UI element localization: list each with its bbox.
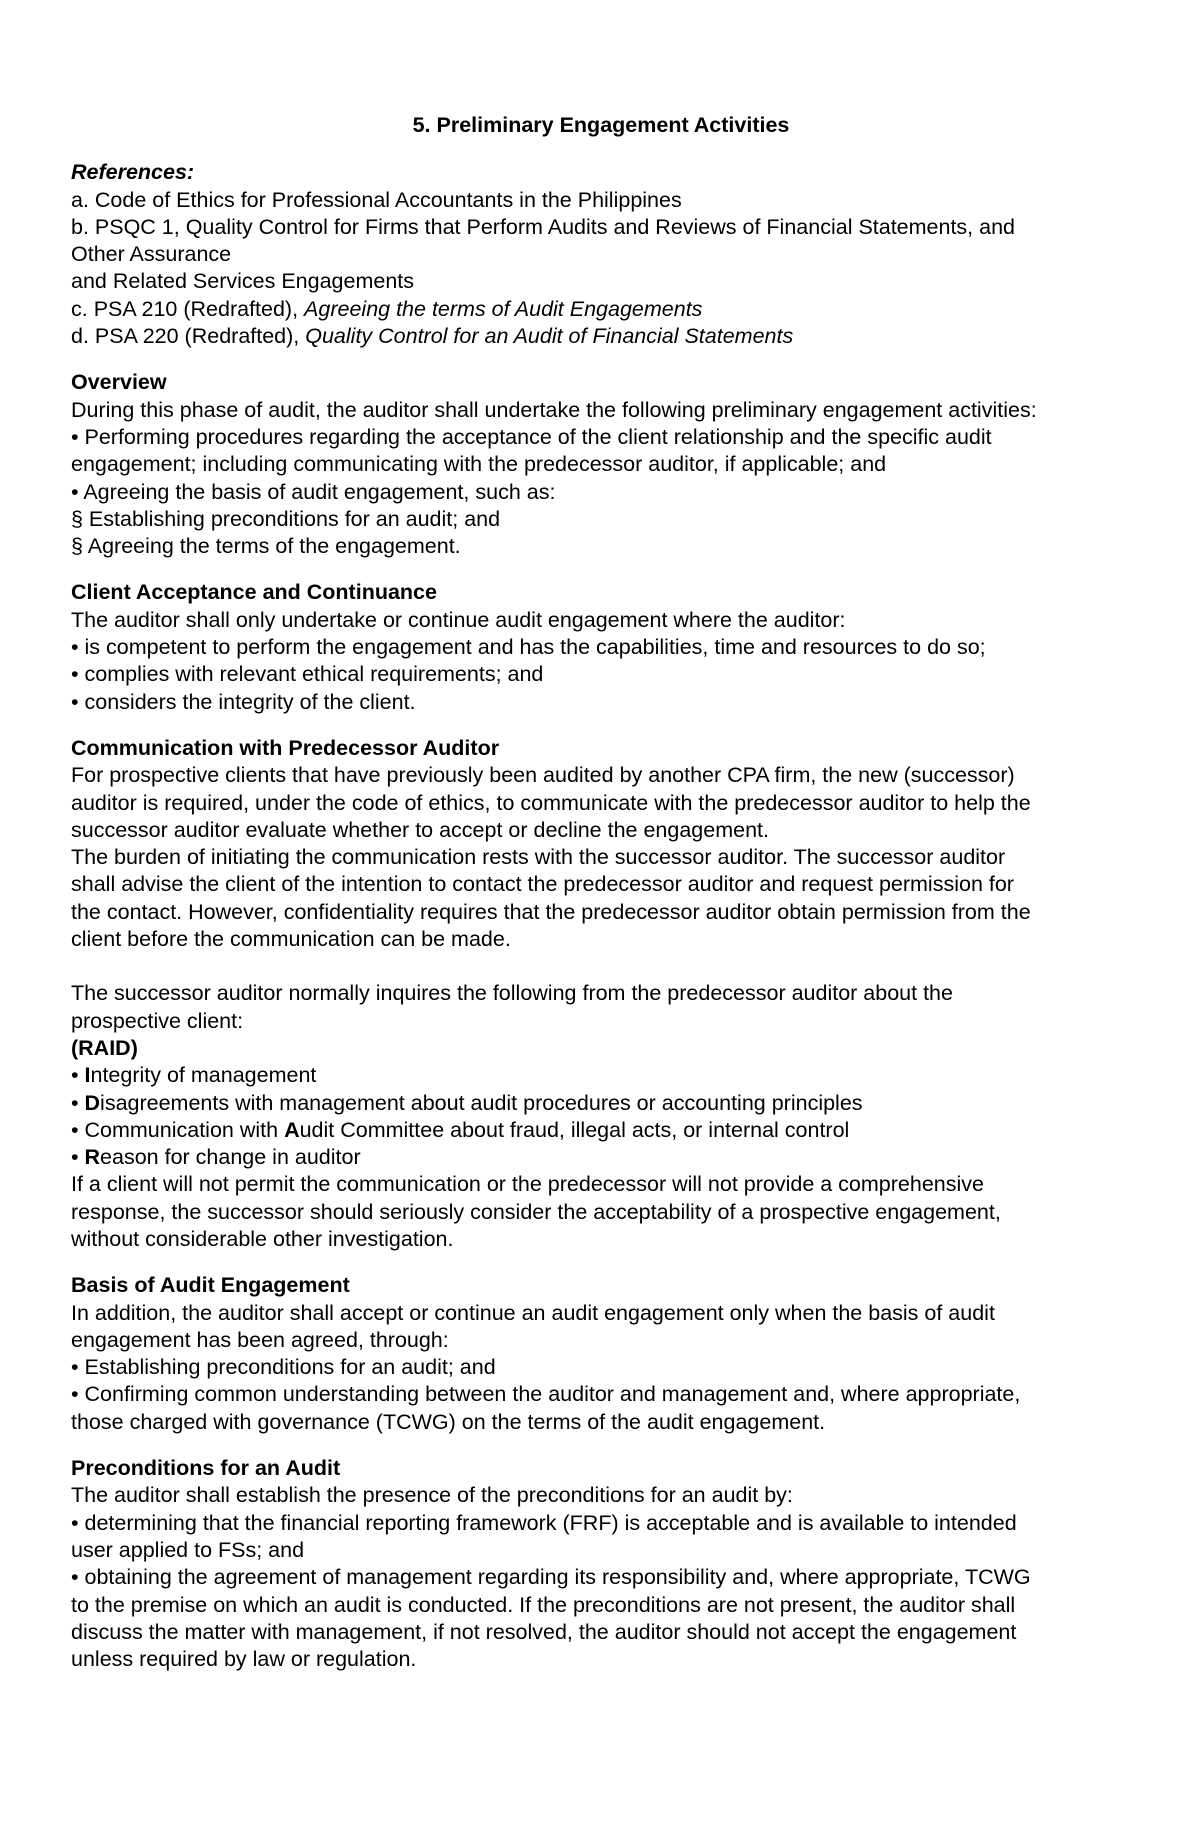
reference-c-prefix: c. PSA 210 (Redrafted),: [71, 296, 305, 321]
communication-line: the contact. However, confidentiality requires that the predecessor auditor obtain permission from the: [71, 899, 1031, 924]
raid-item: [71, 1062, 1131, 1089]
raid-item-text: ntegrity of management: [90, 1063, 317, 1088]
overview-line: engagement; including communicating with the predecessor auditor, if applicable; and: [71, 452, 887, 477]
preconditions-heading: Preconditions for an Audit: [71, 1456, 341, 1481]
raid-item-prefix: •: [71, 1063, 85, 1088]
overview-line: § Agreeing the terms of the engagement.: [71, 534, 461, 559]
reference-d-title: Quality Control for an Audit of Financial Statements: [305, 324, 794, 349]
raid-item-prefix: •: [71, 1145, 85, 1170]
overview-line: § Establishing preconditions for an audit; and: [71, 506, 501, 531]
closing-line: response, the successor should seriously consider the acceptability of a prospective engagement,: [71, 1199, 1001, 1224]
raid-item: [71, 1117, 1131, 1144]
basis-line: • Confirming common understanding between the auditor and management and, where appropriate,: [71, 1382, 1021, 1407]
client-acceptance-heading: Client Acceptance and Continuance: [71, 580, 437, 605]
raid-item: [71, 1090, 1131, 1117]
raid-label: [71, 1035, 1131, 1062]
preconditions-line: to the premise on which an audit is conducted. If the preconditions are not present, the auditor shall: [71, 1592, 1016, 1617]
inquiry-line: The successor auditor normally inquires the following from the predecessor auditor about the: [71, 981, 953, 1006]
reference-c-title: Agreeing the terms of Audit Engagements: [304, 296, 703, 321]
basis-section: [71, 1272, 1131, 1436]
reference-b-line-2: Other Assurance: [71, 242, 232, 267]
preconditions-line: • obtaining the agreement of management regarding its responsibility and, where appropriate, TCWG: [71, 1565, 1031, 1590]
document-page: [71, 112, 1131, 1673]
reference-a: a. Code of Ethics for Professional Accountants in the Philippines: [71, 187, 682, 212]
predecessor-communication-section: [71, 735, 1131, 1253]
raid-item-key: I: [84, 1063, 91, 1088]
basis-line: In addition, the auditor shall accept or continue an audit engagement only when the basis of audit: [71, 1300, 995, 1325]
overview-heading: Overview: [71, 370, 167, 395]
reference-b-line-1: b. PSQC 1, Quality Control for Firms that Perform Audits and Reviews of Financial Statements, and: [71, 214, 1016, 239]
client-acceptance-line: • complies with relevant ethical requirements; and: [71, 662, 544, 687]
raid-item-prefix: • Communication with: [71, 1117, 285, 1142]
communication-line: successor auditor evaluate whether to accept or decline the engagement.: [71, 817, 769, 842]
overview-line: • Agreeing the basis of audit engagement, such as:: [71, 479, 556, 504]
communication-line: shall advise the client of the intention to contact the predecessor auditor and request permission for: [71, 872, 1014, 897]
basis-heading: Basis of Audit Engagement: [71, 1273, 350, 1298]
client-acceptance-section: [71, 579, 1131, 715]
raid-item-text: isagreements with management about audit procedures or accounting principles: [100, 1090, 863, 1115]
preconditions-line: user applied to FSs; and: [71, 1537, 305, 1562]
inquiry-line: prospective client:: [71, 1008, 244, 1033]
overview-line: • Performing procedures regarding the acceptance of the client relationship and the specific audit: [71, 424, 992, 449]
raid-item-key: R: [84, 1145, 101, 1170]
preconditions-line: The auditor shall establish the presence of the preconditions for an audit by:: [71, 1483, 793, 1508]
raid-item-prefix: •: [71, 1090, 85, 1115]
reference-d: [71, 323, 1131, 350]
preconditions-line: unless required by law or regulation.: [71, 1647, 417, 1672]
closing-line: If a client will not permit the communication or the predecessor will not provide a comprehensive: [71, 1172, 984, 1197]
basis-line: engagement has been agreed, through:: [71, 1327, 449, 1352]
overview-line: During this phase of audit, the auditor shall undertake the following preliminary engagement activities:: [71, 397, 1037, 422]
reference-d-prefix: d. PSA 220 (Redrafted),: [71, 324, 306, 349]
basis-line: • Establishing preconditions for an audit; and: [71, 1355, 496, 1380]
communication-line: The burden of initiating the communication rests with the successor auditor. The successor auditor: [71, 845, 1006, 870]
communication-line: For prospective clients that have previously been audited by another CPA firm, the new (successor): [71, 763, 1015, 788]
communication-line: auditor is required, under the code of ethics, to communicate with the predecessor auditor to help the: [71, 790, 1031, 815]
basis-line: those charged with governance (TCWG) on the terms of the audit engagement.: [71, 1409, 826, 1434]
raid-item-key: D: [84, 1090, 101, 1115]
client-acceptance-line: • is competent to perform the engagement and has the capabilities, time and resources to do so;: [71, 635, 986, 660]
client-acceptance-line: • considers the integrity of the client.: [71, 689, 416, 714]
inquiry-block: [71, 980, 1131, 1253]
raid-item-text: eason for change in auditor: [100, 1145, 361, 1170]
references-section: [71, 159, 1131, 350]
preconditions-section: [71, 1455, 1131, 1673]
reference-c: [71, 296, 1131, 323]
overview-section: [71, 369, 1131, 560]
client-acceptance-line: The auditor shall only undertake or continue audit engagement where the auditor:: [71, 607, 846, 632]
preconditions-line: • determining that the financial reporting framework (FRF) is acceptable and is available to intended: [71, 1510, 1017, 1535]
closing-line: without considerable other investigation.: [71, 1226, 454, 1251]
raid-item-text: udit Committee about fraud, illegal acts, or internal control: [299, 1117, 850, 1142]
raid-item: [71, 1144, 1131, 1171]
predecessor-communication-heading: Communication with Predecessor Auditor: [71, 735, 500, 760]
communication-line: client before the communication can be made.: [71, 927, 511, 952]
raid-item-key: A: [284, 1117, 300, 1142]
raid-label-text: (RAID): [71, 1035, 138, 1060]
page-title: 5. Preliminary Engagement Activities: [412, 113, 790, 137]
preconditions-line: discuss the matter with management, if not resolved, the auditor should not accept the engagement: [71, 1619, 1017, 1644]
reference-b-line-3: and Related Services Engagements: [71, 269, 415, 294]
references-label: References:: [71, 160, 195, 185]
